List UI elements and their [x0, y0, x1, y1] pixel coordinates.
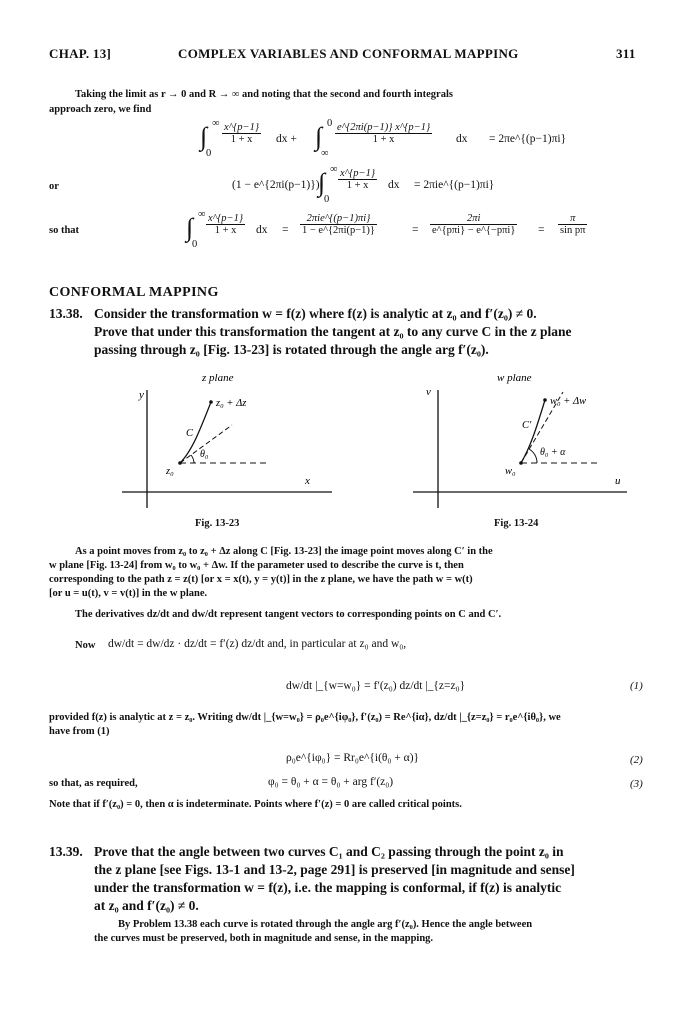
- fig24-plane-label: w plane: [497, 372, 532, 384]
- problem-1339-line-1: Prove that the angle between two curves C₁ and C₂ passing through the point z₀ in: [94, 844, 564, 859]
- problem-1339-number: 13.39.: [49, 844, 83, 859]
- intro-line-2: approach zero, we find: [49, 104, 152, 115]
- equation-1-number: (1): [630, 680, 643, 692]
- fig23-plane-label: z plane: [202, 372, 234, 384]
- problem-1339-line-2: the z plane [see Figs. 13-1 and 13-2, page 291] is preserved [in magnitude and sense]: [94, 862, 575, 877]
- solution-p2: The derivatives dz/dt and dw/dt represent tangent vectors to corresponding points on C and C′.: [75, 609, 502, 620]
- page-number: 311: [616, 46, 636, 61]
- equation-1: dw/dt |_{w=w₀} = f′(z₀) dz/dt |_{z=z₀}: [286, 680, 466, 692]
- fig24-point2-label: w₀ + Δw: [550, 396, 587, 407]
- problem-1339-line-4: at z₀ and f′(z₀) ≠ 0.: [94, 898, 199, 913]
- problem-1338-line-3: passing through z₀ [Fig. 13-23] is rotated through the angle arg f′(z₀).: [94, 342, 489, 357]
- fig23-point-label: z₀: [166, 466, 174, 477]
- figure-13-23-svg: [118, 368, 344, 526]
- equation-3-number: (3): [630, 778, 643, 790]
- solution-p1-line-2: w plane [Fig. 13-24] from w₀ to w₀ + Δw. If the parameter used to describe the curve is t, then: [49, 560, 464, 571]
- fig24-angle-arc: [529, 449, 537, 463]
- provided-line-2: have from (1): [49, 726, 110, 737]
- chapter-label: CHAP. 13]: [49, 46, 112, 61]
- fig24-curve-label: C′: [522, 420, 532, 431]
- fig23-angle-label: θ₀: [200, 449, 209, 460]
- eq-c-label: so that: [49, 225, 80, 236]
- intro-line-1: Taking the limit as r → 0 and R → ∞ and noting that the second and fourth integrals: [75, 89, 453, 100]
- fig24-caption: Fig. 13-24: [494, 518, 539, 529]
- problem-1339-line-3: under the transformation w = f(z), i.e. the mapping is conformal, if f(z) is analytic: [94, 880, 562, 895]
- figure-13-24: [413, 368, 635, 526]
- running-title: COMPLEX VARIABLES AND CONFORMAL MAPPING: [178, 46, 519, 61]
- fig23-point-z0-dz: [209, 400, 213, 404]
- provided-line-1: provided f(z) is analytic at z = z₀. Writing dw/dt |_{w=w₀} = ρ₀e^{iφ₀}, f′(z₀) = Re^{iα}, dz/dt |_{z=z₀} = r₀e^{iθ₀}, we: [49, 712, 561, 723]
- fig23-angle-arc: [191, 455, 194, 463]
- fig24-u-label: u: [615, 475, 621, 487]
- solution-p1-line-1: As a point moves from z₀ to z₀ + Δz along C [Fig. 13-23] the image point moves along C′ in the: [75, 546, 493, 557]
- equation-2-number: (2): [630, 754, 643, 766]
- fig24-angle-label: θ₀ + α: [540, 447, 566, 458]
- problem-1339-solution-line-2: the curves must be preserved, both in magnitude and sense, in the mapping.: [94, 933, 434, 944]
- figure-13-23: [118, 368, 344, 526]
- problem-1338-line-2: Prove that under this transformation the tangent at z₀ to any curve C in the z plane: [94, 324, 572, 339]
- problem-1339-solution-line-1: By Problem 13.38 each curve is rotated through the angle arg f′(z₀). Hence the angle between: [118, 919, 533, 930]
- fig23-x-label: x: [305, 475, 310, 487]
- solution-p1-line-3: corresponding to the path z = z(t) [or x = x(t), y = y(t)] in the z plane, we have the path w = w(t): [49, 574, 473, 585]
- equation-2: ρ₀e^{iφ₀} = Rr₀e^{i(θ₀ + α)}: [286, 752, 420, 764]
- fig23-y-label: y: [139, 389, 144, 401]
- now-label: Now: [75, 640, 96, 651]
- fig24-point-w0-dw: [543, 398, 547, 402]
- problem-1338-number: 13.38.: [49, 306, 83, 321]
- now-equation: dw/dt = dw/dz · dz/dt = f′(z) dz/dt and, in particular at z₀ and w₀,: [108, 638, 407, 650]
- critical-points-note: Note that if f′(z₀) = 0, then α is indeterminate. Points where f′(z) = 0 are called critical points.: [49, 799, 462, 810]
- solution-p1-line-4: [or u = u(t), v = v(t)] in the w plane.: [49, 588, 208, 599]
- fig24-point-w0: [519, 461, 523, 465]
- fig23-caption: Fig. 13-23: [195, 518, 240, 529]
- equation-3: φ₀ = θ₀ + α = θ₀ + arg f′(z₀): [268, 776, 394, 788]
- so-that-label: so that, as required,: [49, 778, 138, 789]
- fig24-v-label: v: [426, 386, 431, 398]
- fig23-point-z0: [178, 461, 182, 465]
- eq-b-label: or: [49, 181, 59, 192]
- figure-13-24-svg: [413, 368, 635, 526]
- problem-1338-line-1: Consider the transformation w = f(z) where f(z) is analytic at z₀ and f′(z₀) ≠ 0.: [94, 306, 537, 321]
- section-title: CONFORMAL MAPPING: [49, 285, 219, 300]
- fig23-curve-label: C: [186, 428, 194, 439]
- fig24-point-label: w₀: [505, 466, 516, 477]
- fig23-point2-label: z₀ + Δz: [216, 398, 247, 409]
